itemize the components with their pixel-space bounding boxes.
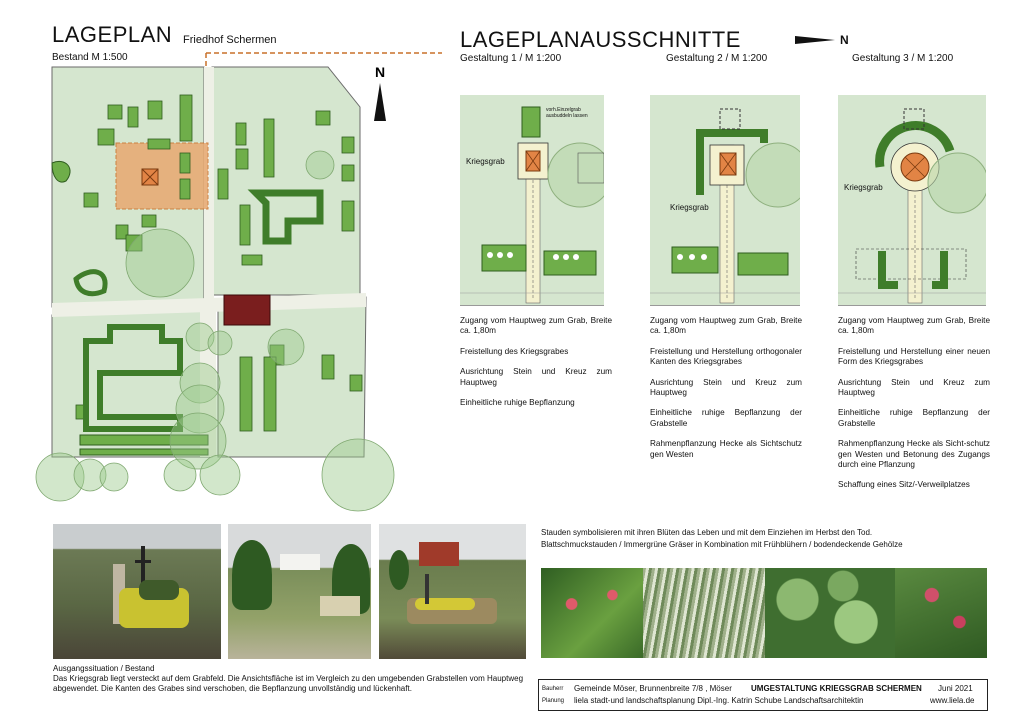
- bestand-photo: [228, 524, 371, 659]
- panel2-label: Kriegsgrab: [670, 203, 709, 212]
- panel3-text: Ausrichtung Stein und Kreuz zum Hauptweg: [838, 377, 990, 398]
- panel2-description: [650, 316, 802, 470]
- bestand-photo: [379, 524, 526, 659]
- project-date: Juni 2021: [938, 684, 973, 693]
- site-plan: [30, 45, 450, 520]
- panel1-text: Zugang vom Hauptweg zum Grab, Breite ca. 1,80m: [460, 316, 612, 336]
- panel1-note: vorh.Einzelgrab ausbuddeln lassen: [546, 107, 588, 119]
- panel3-text: Rahmenpflanzung Hecke als Sicht-schutz gen Westen und Betonung des Zugangs durch eine Pflanzung: [838, 439, 990, 470]
- plant-photo: [541, 568, 643, 658]
- plant-photo: [895, 568, 987, 658]
- project-title: UMGESTALTUNG KRIEGSGRAB SCHERMEN: [751, 684, 922, 693]
- panel1-text: Einheitliche ruhige Bepflanzung: [460, 398, 575, 408]
- stauden-line1: Stauden symbolisieren mit ihren Blüten das Leben und mit dem Einziehen im Herbst den Tod.: [541, 528, 873, 537]
- north-arrow-icon: [795, 36, 835, 44]
- panel3-description: [838, 316, 990, 501]
- ausschnitte-title: LAGEPLANAUSSCHNITTE: [460, 27, 741, 52]
- planung-label: Planung: [542, 698, 565, 704]
- panel2-text: Zugang vom Hauptweg zum Grab, Breite ca. 1,80m: [650, 316, 802, 336]
- bauherr-value: Gemeinde Möser, Brunnenbreite 7/8 , Möser: [574, 684, 732, 693]
- panel3-text: Schaffung eines Sitz/-Verweilplatzes: [838, 480, 970, 490]
- panel2-heading: Gestaltung 2 / M 1:200: [666, 53, 768, 64]
- panel2-text: Freistellung und Herstellung orthogonaler Kanten des Kriegsgrabes: [650, 346, 802, 367]
- lageplan-title: LAGEPLAN: [52, 22, 173, 47]
- panel3-text: Einheitliche ruhige Bepflanzung der Grabstelle: [838, 408, 990, 428]
- ausschnitte-north-label: N: [840, 33, 849, 47]
- panel1-text: Ausrichtung Stein und Kreuz zum Hauptweg: [460, 367, 612, 387]
- lageplan-north-label: N: [375, 64, 386, 80]
- panel2-text: Rahmenpflanzung Hecke als Sichtschutz gen Westen: [650, 439, 802, 459]
- lageplan-scale: Bestand M 1:500: [52, 52, 128, 63]
- panel1-label: Kriegsgrab: [466, 157, 505, 166]
- bestand-text: Das Kriegsgrab liegt versteckt auf dem Grabfeld. Die Ansichtsfläche ist im Vergleich zu den umgebenden Grabstellen vom Hauptweg abgewendet. Die Kanten des Grabes sind verschoben, die Bepflanzung unvollständig und lückenhaft.: [53, 674, 524, 693]
- panel3-text: Zugang vom Hauptweg zum Grab, Breite ca. 1,80m: [838, 316, 990, 336]
- ausschnitte-north-arrow: [795, 33, 845, 47]
- panel2-text: Einheitliche ruhige Bepflanzung der Grabstelle: [650, 408, 802, 428]
- bestand-heading: Ausgangssituation / Bestand: [53, 664, 155, 673]
- panel3-text: Freistellung und Herstellung einer neuen Form des Kriegsgrabes: [838, 346, 990, 367]
- panel3-plan: [838, 95, 986, 306]
- panel1-plan: [460, 95, 604, 306]
- panel2-text: Ausrichtung Stein und Kreuz zum Hauptweg: [650, 377, 802, 398]
- panel1-text: Freistellung des Kriegsgrabes: [460, 346, 569, 356]
- planung-value: liela stadt-und landschaftsplanung Dipl.-Ing. Katrin Schube Landschaftsarchitektin: [574, 696, 864, 705]
- panel1-heading: Gestaltung 1 / M 1:200: [460, 53, 562, 64]
- panel3-label: Kriegsgrab: [844, 183, 883, 192]
- panel2-plan: [650, 95, 800, 306]
- panel1-description: [460, 316, 612, 418]
- website-link[interactable]: www.liela.de: [930, 696, 975, 705]
- plant-photo: [765, 568, 895, 658]
- north-arrow-icon: [374, 83, 386, 121]
- stauden-line2: Blattschmuckstauden / Immergrüne Gräser in Kombination mit Frühblühern / bodendeckende Gehölze: [541, 540, 903, 549]
- bestand-photo: [53, 524, 221, 659]
- panel3-heading: Gestaltung 3 / M 1:200: [852, 53, 954, 64]
- bauherr-label: Bauherr: [542, 686, 564, 692]
- plant-photo: [643, 568, 765, 658]
- lageplan-subtitle: Friedhof Schermen: [183, 34, 277, 46]
- title-block: [538, 679, 988, 711]
